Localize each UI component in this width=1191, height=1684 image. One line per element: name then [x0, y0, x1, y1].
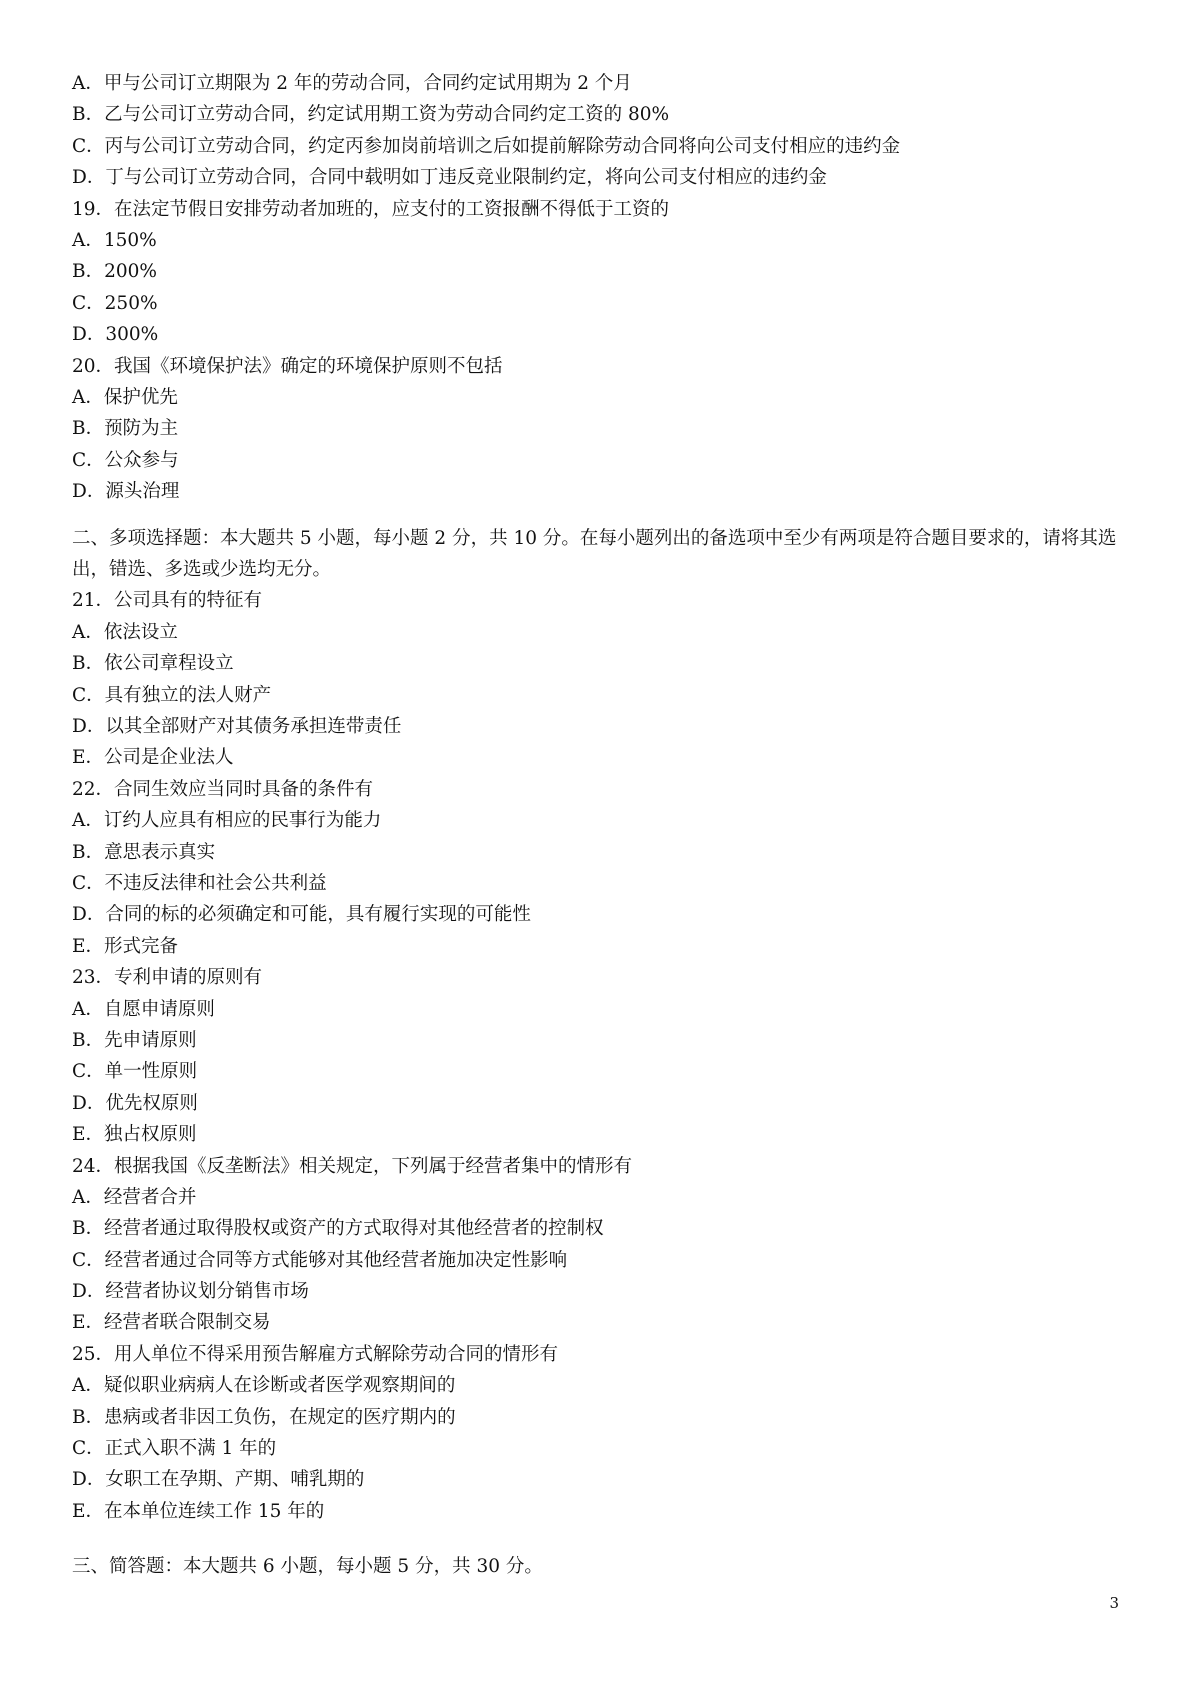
question-20: [72, 351, 1132, 508]
question-22: [72, 774, 1132, 962]
option: A．依法设立: [72, 621, 178, 643]
section-heading-multiple-choice: 二、多项选择题：本大题共 5 小题，每小题 2 分，共 10 分。在每小题列出的备选项中至少有两项是符合题目要求的，请将其选出，错选、多选或少选均无分。: [72, 528, 1117, 581]
option: D．源头治理: [72, 481, 180, 503]
option: E．在本单位连续工作 15 年的: [72, 1500, 325, 1522]
question-stem: 24．根据我国《反垄断法》相关规定，下列属于经营者集中的情形有: [72, 1155, 633, 1177]
option: C．不违反法律和社会公共利益: [72, 872, 327, 894]
option: D．经营者协议划分销售市场: [72, 1281, 309, 1303]
question-stem: 19．在法定节假日安排劳动者加班的，应支付的工资报酬不得低于工资的: [72, 198, 670, 220]
question-stem: 21．公司具有的特征有: [72, 590, 263, 612]
option: D．女职工在孕期、产期、哺乳期的: [72, 1469, 365, 1491]
option: C．公众参与: [72, 449, 179, 471]
question-21: [72, 585, 1132, 773]
option: E．公司是企业法人: [72, 747, 234, 769]
option: E．独占权原则: [72, 1124, 197, 1146]
page-number: 3: [1109, 1594, 1119, 1612]
question-stem: 20．我国《环境保护法》确定的环境保护原则不包括: [72, 355, 503, 377]
option: D．以其全部财产对其债务承担连带责任: [72, 716, 402, 738]
option: D．优先权原则: [72, 1092, 198, 1114]
option: B．经营者通过取得股权或资产的方式取得对其他经营者的控制权: [72, 1218, 604, 1240]
option: C．正式入职不满 1 年的: [72, 1438, 277, 1460]
option: A．订约人应具有相应的民事行为能力: [72, 810, 382, 832]
question-18-options: [72, 68, 1132, 194]
option: B．乙与公司订立劳动合同，约定试用期工资为劳动合同约定工资的 80%: [72, 104, 670, 126]
question-23: [72, 962, 1132, 1150]
option: D．300%: [72, 324, 159, 346]
question-stem: 22．合同生效应当同时具备的条件有: [72, 778, 374, 800]
option: A．甲与公司订立期限为 2 年的劳动合同，合同约定试用期为 2 个月: [72, 73, 632, 94]
option: E．经营者联合限制交易: [72, 1312, 271, 1334]
question-stem: 25．用人单位不得采用预告解雇方式解除劳动合同的情形有: [72, 1343, 559, 1365]
option: C．250%: [72, 292, 158, 314]
section-heading-short-answer: 三、简答题：本大题共 6 小题，每小题 5 分，共 30 分。: [72, 1556, 543, 1578]
question-24: [72, 1151, 1132, 1339]
option: A．自愿申请原则: [72, 998, 215, 1020]
exam-page: [72, 68, 1132, 1582]
option: D．丁与公司订立劳动合同，合同中载明如丁违反竞业限制约定，将向公司支付相应的违约金: [72, 167, 827, 189]
question-25: [72, 1339, 1132, 1527]
option: B．200%: [72, 261, 157, 283]
option: A．疑似职业病病人在诊断或者医学观察期间的: [72, 1375, 456, 1397]
option: B．预防为主: [72, 418, 179, 440]
option: B．依公司章程设立: [72, 653, 234, 675]
option: B．患病或者非因工负伤，在规定的医疗期内的: [72, 1406, 456, 1428]
question-19: [72, 194, 1132, 351]
option: C．经营者通过合同等方式能够对其他经营者施加决定性影响: [72, 1249, 568, 1271]
option: A．经营者合并: [72, 1186, 197, 1208]
option: C．具有独立的法人财产: [72, 684, 272, 706]
option: D．合同的标的必须确定和可能，具有履行实现的可能性: [72, 904, 531, 926]
option: B．意思表示真实: [72, 841, 216, 863]
question-stem: 23．专利申请的原则有: [72, 967, 263, 989]
option: E．形式完备: [72, 935, 179, 957]
option: B．先申请原则: [72, 1029, 197, 1051]
option: A．保护优先: [72, 386, 178, 408]
option: C．丙与公司订立劳动合同，约定丙参加岗前培训之后如提前解除劳动合同将向公司支付相应的违约金: [72, 135, 901, 157]
option: C．单一性原则: [72, 1061, 198, 1083]
option: A．150%: [72, 229, 157, 251]
